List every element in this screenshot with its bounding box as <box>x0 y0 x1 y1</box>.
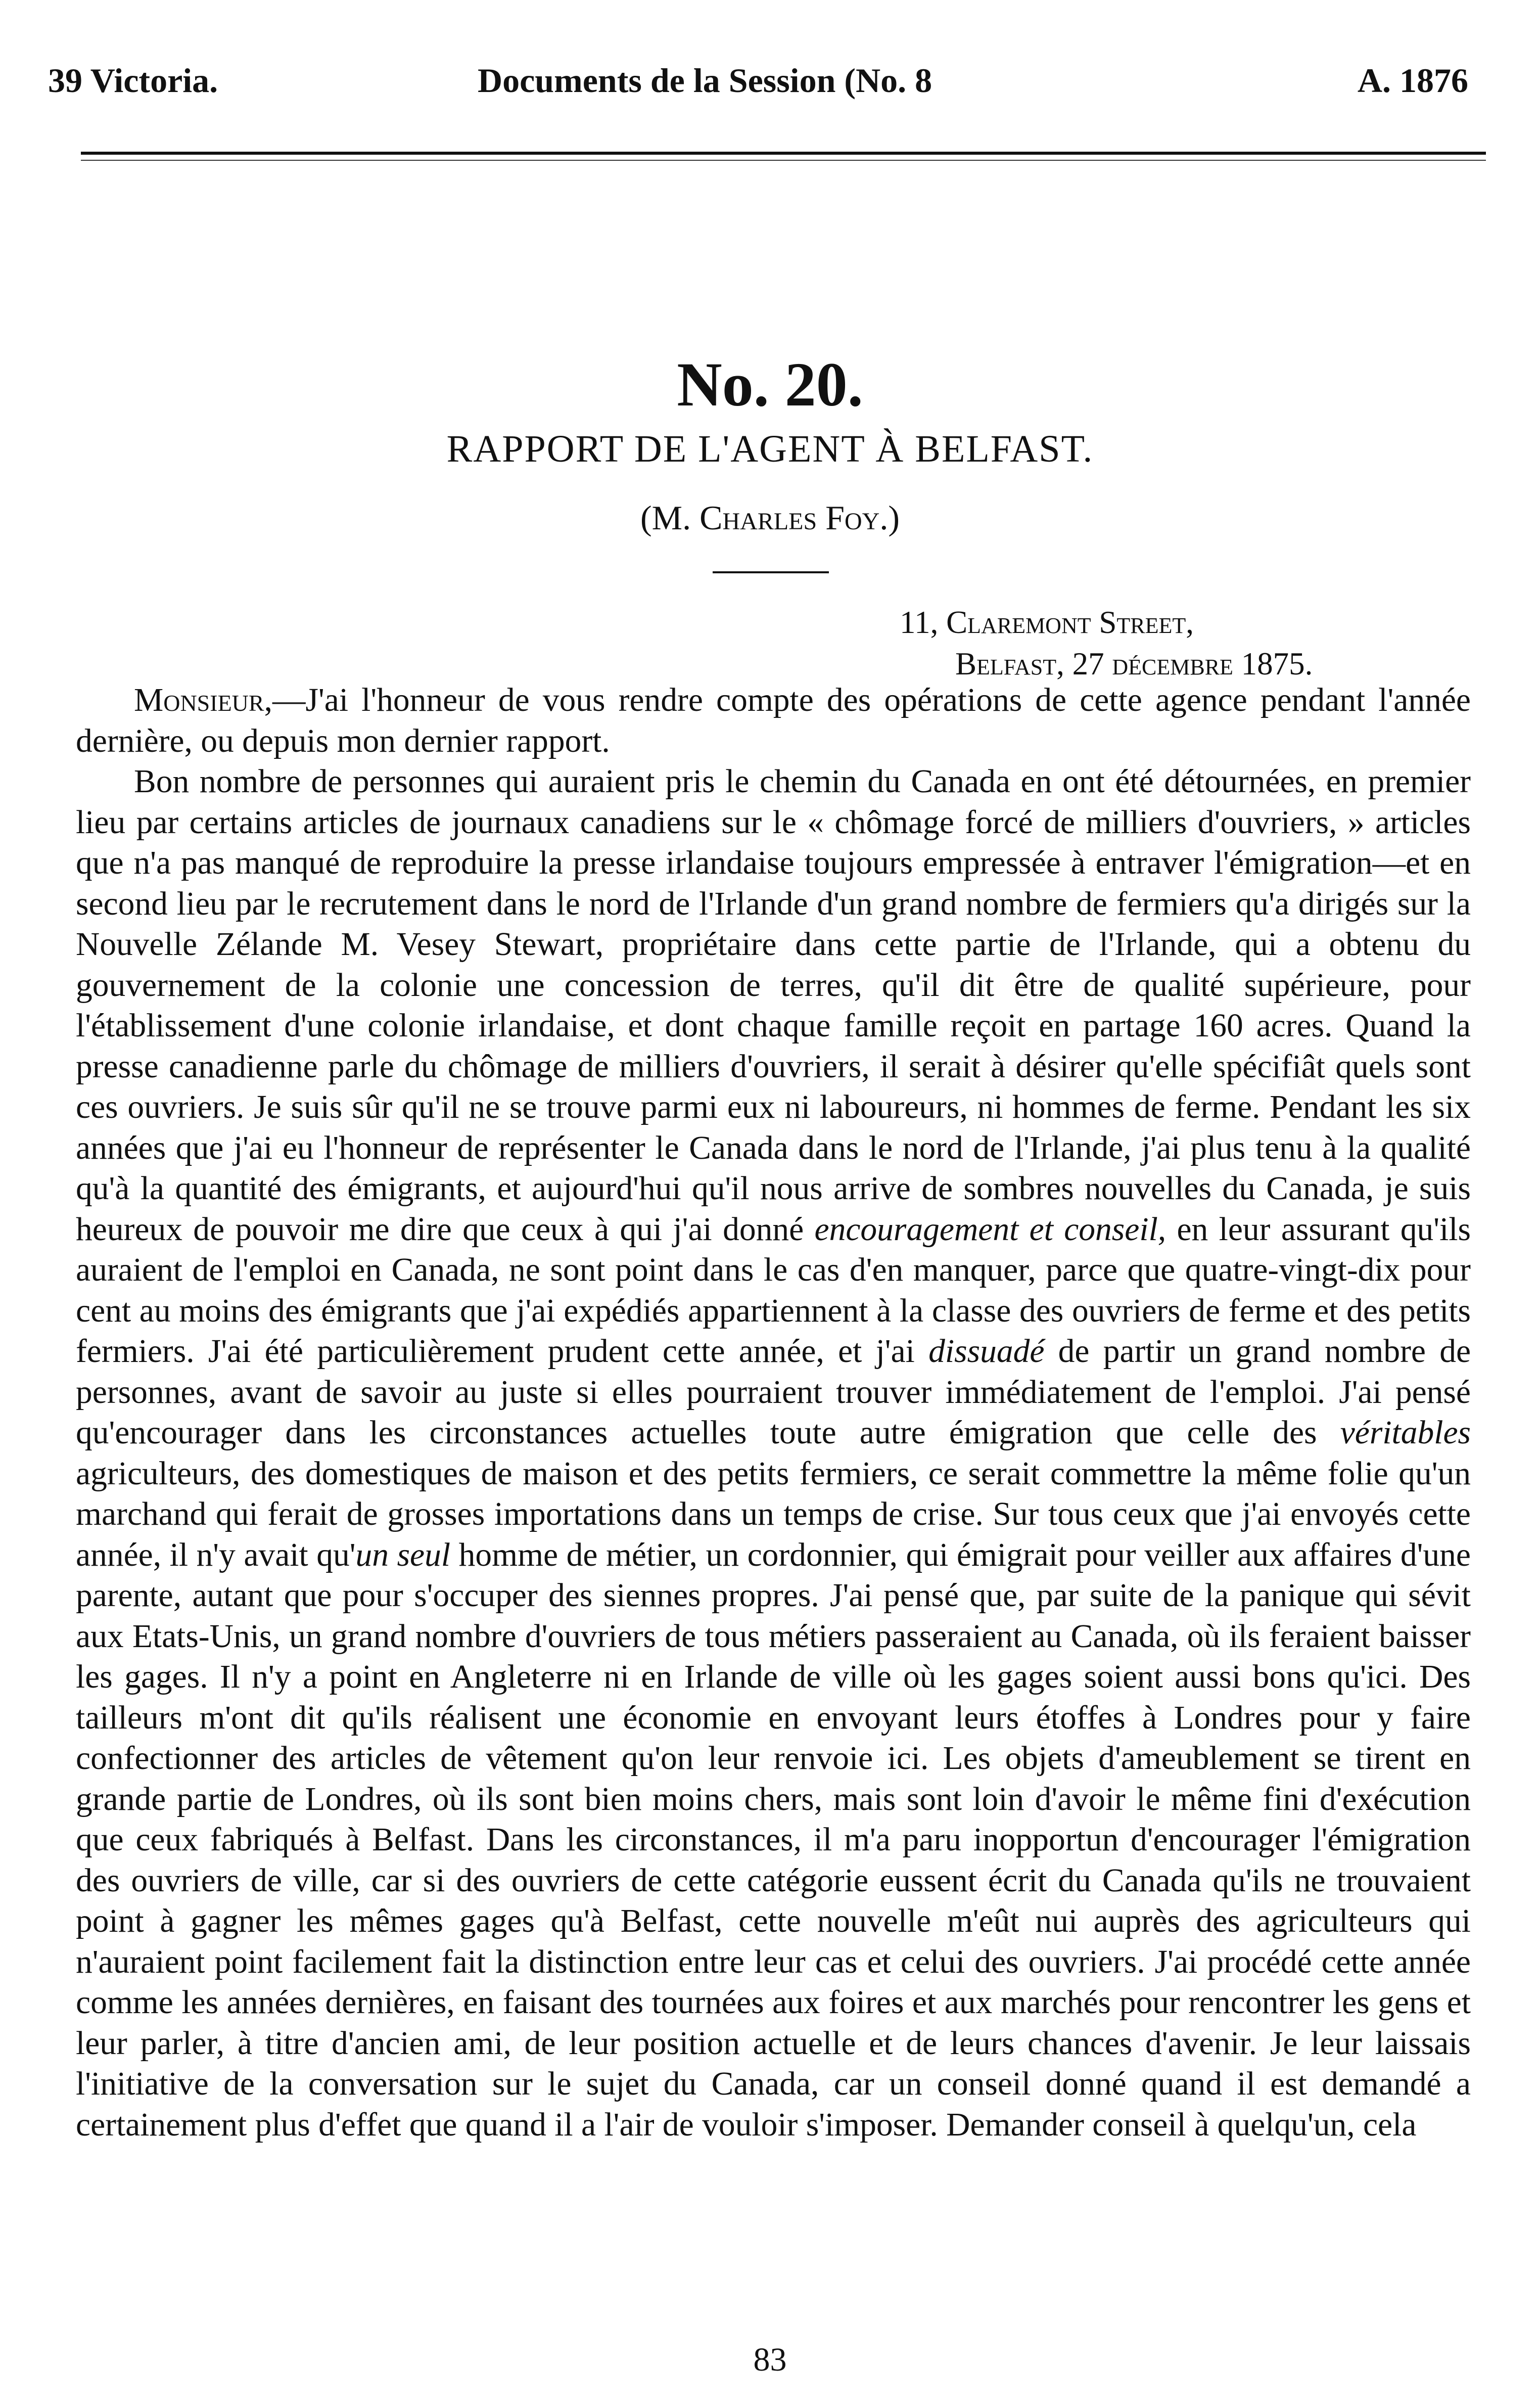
address-street: 11, Claremont Street, <box>900 605 1194 640</box>
title-divider <box>713 571 829 573</box>
emphasis-dissuade: dissuadé <box>928 1333 1045 1370</box>
paragraph-1-text: —J'ai l'honneur de vous rendre compte des opérations de cette agence pendant l'année dernière, ou depuis mon dernier rapport. <box>76 682 1471 759</box>
letter-body <box>76 680 1471 2145</box>
address-city-date: Belfast, 27 décembre 1875. <box>955 646 1313 681</box>
header-session: Documents de la Session (No. 8 <box>478 61 932 100</box>
paragraph-2-text-a: Bon nombre de personnes qui auraient pris le chemin du Canada en ont été détournées, en premier lieu par certains articles de journaux canadiens sur le « chômage forcé de milliers d'ouvriers, » articles que n'a pas manqué de reproduire la presse irlandaise toujours empressée à entraver l'émigration—et en second lieu par le recrutement dans le nord de l'Irlande d'un grand nombre de fermiers qu'a dirigés sur la Nouvelle Zélande M. Vesey Stewart, propriétaire dans cette partie de l'Irlande, qui a obtenu du gouvernement de la colonie une concession de terres, qu'il dit être de qualité supérieure, pour l'établissement d'une colonie irlandaise, et dont chaque famille reçoit en partage 160 acres. Quand la presse canadienne parle du chômage de milliers d'ouvriers, il serait à désirer qu'elle spécifiât quels sont ces ouvriers. Je suis sûr qu'il ne se trouve parmi eux ni laboureurs, ni hommes de ferme. Pendant les six années que j'ai eu l'honneur de représenter le Canada dans le nord de l'Irlande, j'ai plus tenu à la qualité qu'à la quantité des émigrants, et aujourd'hui qu'il nous arrive de sombres nouvelles du Canada, je suis heureux de pouvoir me dire que ceux à qui j'ai donné <box>76 763 1471 1248</box>
emphasis-un-seul: un seul <box>355 1536 451 1573</box>
paragraph-2-text-e: homme de métier, un cordonnier, qui émigrait pour veiller aux affaires d'une parente, autant que pour s'occuper des siennes propres. J'ai pensé que, par suite de la panique qui sévit aux Etats-Unis, un grand nombre d'ouvriers de tous métiers passeraient au Canada, où ils feraient baisser les gages. Il n'y a point en Angleterre ni en Irlande de ville où les gages soient aussi bons qu'ici. Des tailleurs m'ont dit qu'ils réalisent une économie en envoyant leurs étoffes à Londres pour y faire confectionner des articles de vêtement qu'on leur renvoie ici. Les objets d'ameublement se tirent en grande partie de Londres, où ils sont bien moins chers, mais sont loin d'avoir le même fini d'exécution que ceux fabriqués à Belfast. Dans les circonstances, il m'a paru inopportun d'encourager l'émigration des ouvriers de ville, car si des ouvriers de cette catégorie eussent écrit du Canada qu'ils ne trouvaient point à gagner les mêmes gages qu'à Belfast, cette nouvelle m'eût nui auprès des agriculteurs qui n'auraient point facilement fait la distinction entre leur cas et celui des ouvriers. J'ai procédé cette année comme les années dernières, en faisant des tournées aux foires et aux marchés pour rencontrer les gens et leur parler, à titre d'ancien ami, de leur position actuelle et de leurs chances d'avenir. Je leur laissais l'initiative de la conversation sur le sujet du Canada, car un conseil donné quand il est demandé a certainement plus d'effet que quand il a l'air de vouloir s'imposer. Demander conseil à quelqu'un, cela <box>76 1536 1471 2143</box>
paragraph-2-text-d: agriculteurs, des domestiques de maison et des petits fermiers, ce serait commettre la même folie qu'un marchand qui ferait de grosses importations dans un temps de crise. Sur tous ceux que j'ai envoyés cette année, il n'y avait qu' <box>76 1455 1471 1573</box>
emphasis-veritables: véritables <box>1340 1415 1471 1451</box>
salutation: Monsieur, <box>134 682 272 718</box>
header-year: A. 1876 <box>1357 61 1468 100</box>
document-number: No. 20. <box>677 350 863 419</box>
running-header <box>48 61 1468 106</box>
header-volume: 39 Victoria. <box>48 61 218 100</box>
emphasis-encouragement: encouragement et conseil, <box>814 1211 1166 1248</box>
paragraph-2-text-b: en leur assurant qu'ils auraient de l'emploi en Canada, ne sont point dans le cas d'en manquer, parce que quatre-vingt-dix pour cent au moins des émigrants que j'ai expédiés appartiennent à la classe des ouvriers de ferme et des petits fermiers. J'ai été particulièrement prudent cette année, et j'ai <box>76 1211 1471 1370</box>
header-rule-thin <box>81 160 1486 161</box>
report-title: RAPPORT DE L'AGENT À BELFAST. <box>446 428 1094 470</box>
page-number: 83 <box>753 2341 787 2378</box>
paragraph-1 <box>76 680 1471 761</box>
sender-address <box>900 602 1313 685</box>
paragraph-2-text-c: de partir un grand nombre de personnes, avant de savoir au juste si elles pourraient trouver immédiatement de l'emploi. J'ai pensé qu'encourager dans les circonstances actuelles toute autre émigration que celle des <box>76 1333 1471 1451</box>
header-rule <box>81 152 1486 155</box>
paragraph-2 <box>76 761 1471 2145</box>
report-author: (M. Charles Foy.) <box>640 498 900 537</box>
